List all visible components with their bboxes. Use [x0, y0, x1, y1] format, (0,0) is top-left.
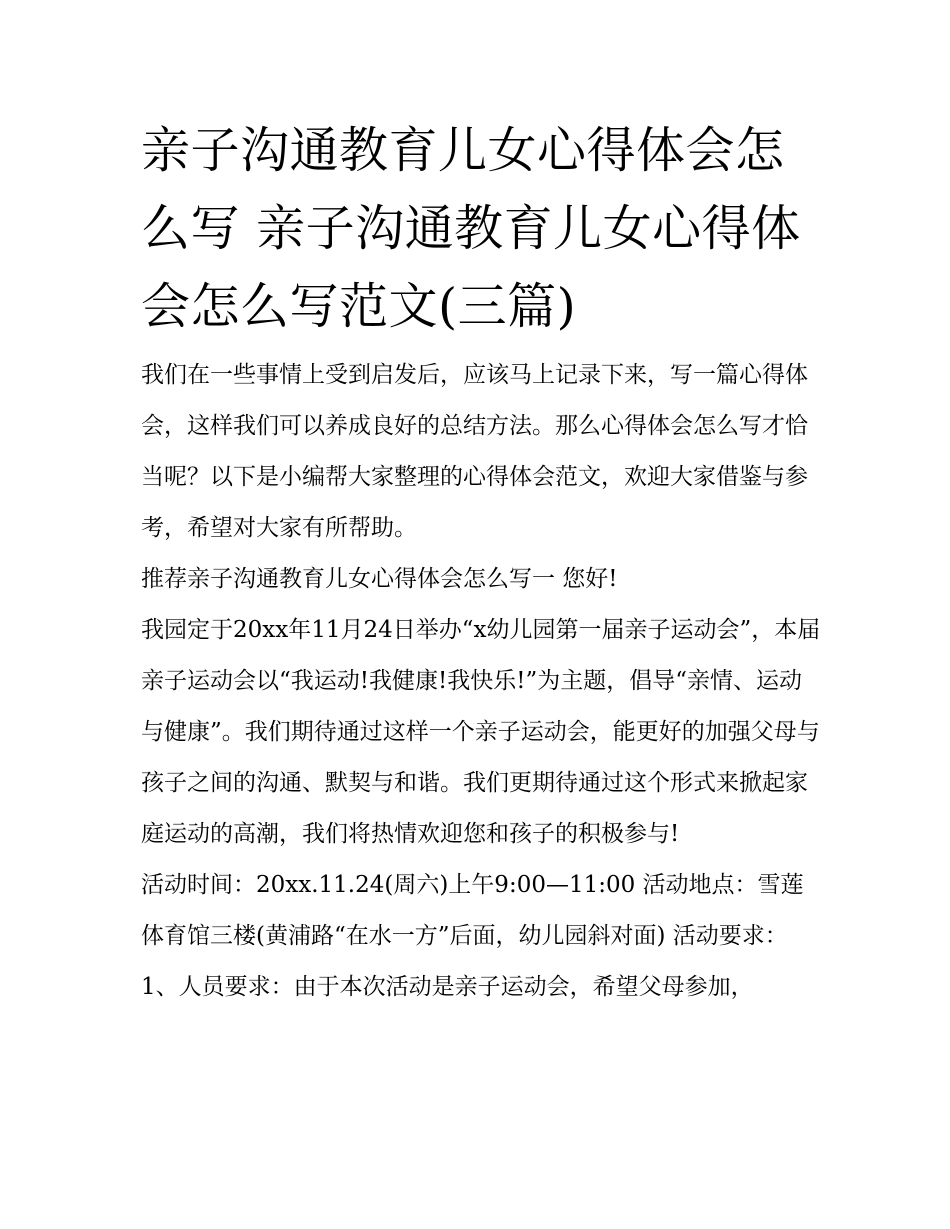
document-body — [141, 350, 821, 1013]
document-title: 亲子沟通教育儿女心得体会怎么写 亲子沟通教育儿女心得体会怎么写范文(三篇) — [141, 122, 801, 335]
event-paragraph: 我园定于20xx年11月24日举办“x幼儿园第一届亲子运动会”，本届亲子运动会以“我运动!我健康!我快乐!”为主题，倡导“亲情、运动与健康”。我们期待通过这样一个亲子运动会，能更好的加强父母与孩子之间的沟通、默契与和谐。我们更期待通过这个形式来掀起家庭运动的高潮，我们将热情欢迎您和孩子的积极参与! — [141, 617, 821, 847]
intro-paragraph: 我们在一些事情上受到启发后，应该马上记录下来，写一篇心得体会，这样我们可以养成良好的总结方法。那么心得体会怎么写才恰当呢？以下是小编帮大家整理的心得体会范文，欢迎大家借鉴与参考，希望对大家有所帮助。 — [141, 362, 808, 541]
requirement-paragraph: 1、人员要求：由于本次活动是亲子运动会，希望父母参加， — [141, 974, 754, 1000]
document-page — [141, 112, 821, 1013]
recommend-paragraph: 推荐亲子沟通教育儿女心得体会怎么写一 您好! — [141, 566, 618, 592]
time-location-paragraph: 活动时间：20xx.11.24(周六)上午9:00—11:00 活动地点：雪莲体育馆三楼(黄浦路“在水一方”后面，幼儿园斜对面) 活动要求： — [141, 872, 804, 949]
